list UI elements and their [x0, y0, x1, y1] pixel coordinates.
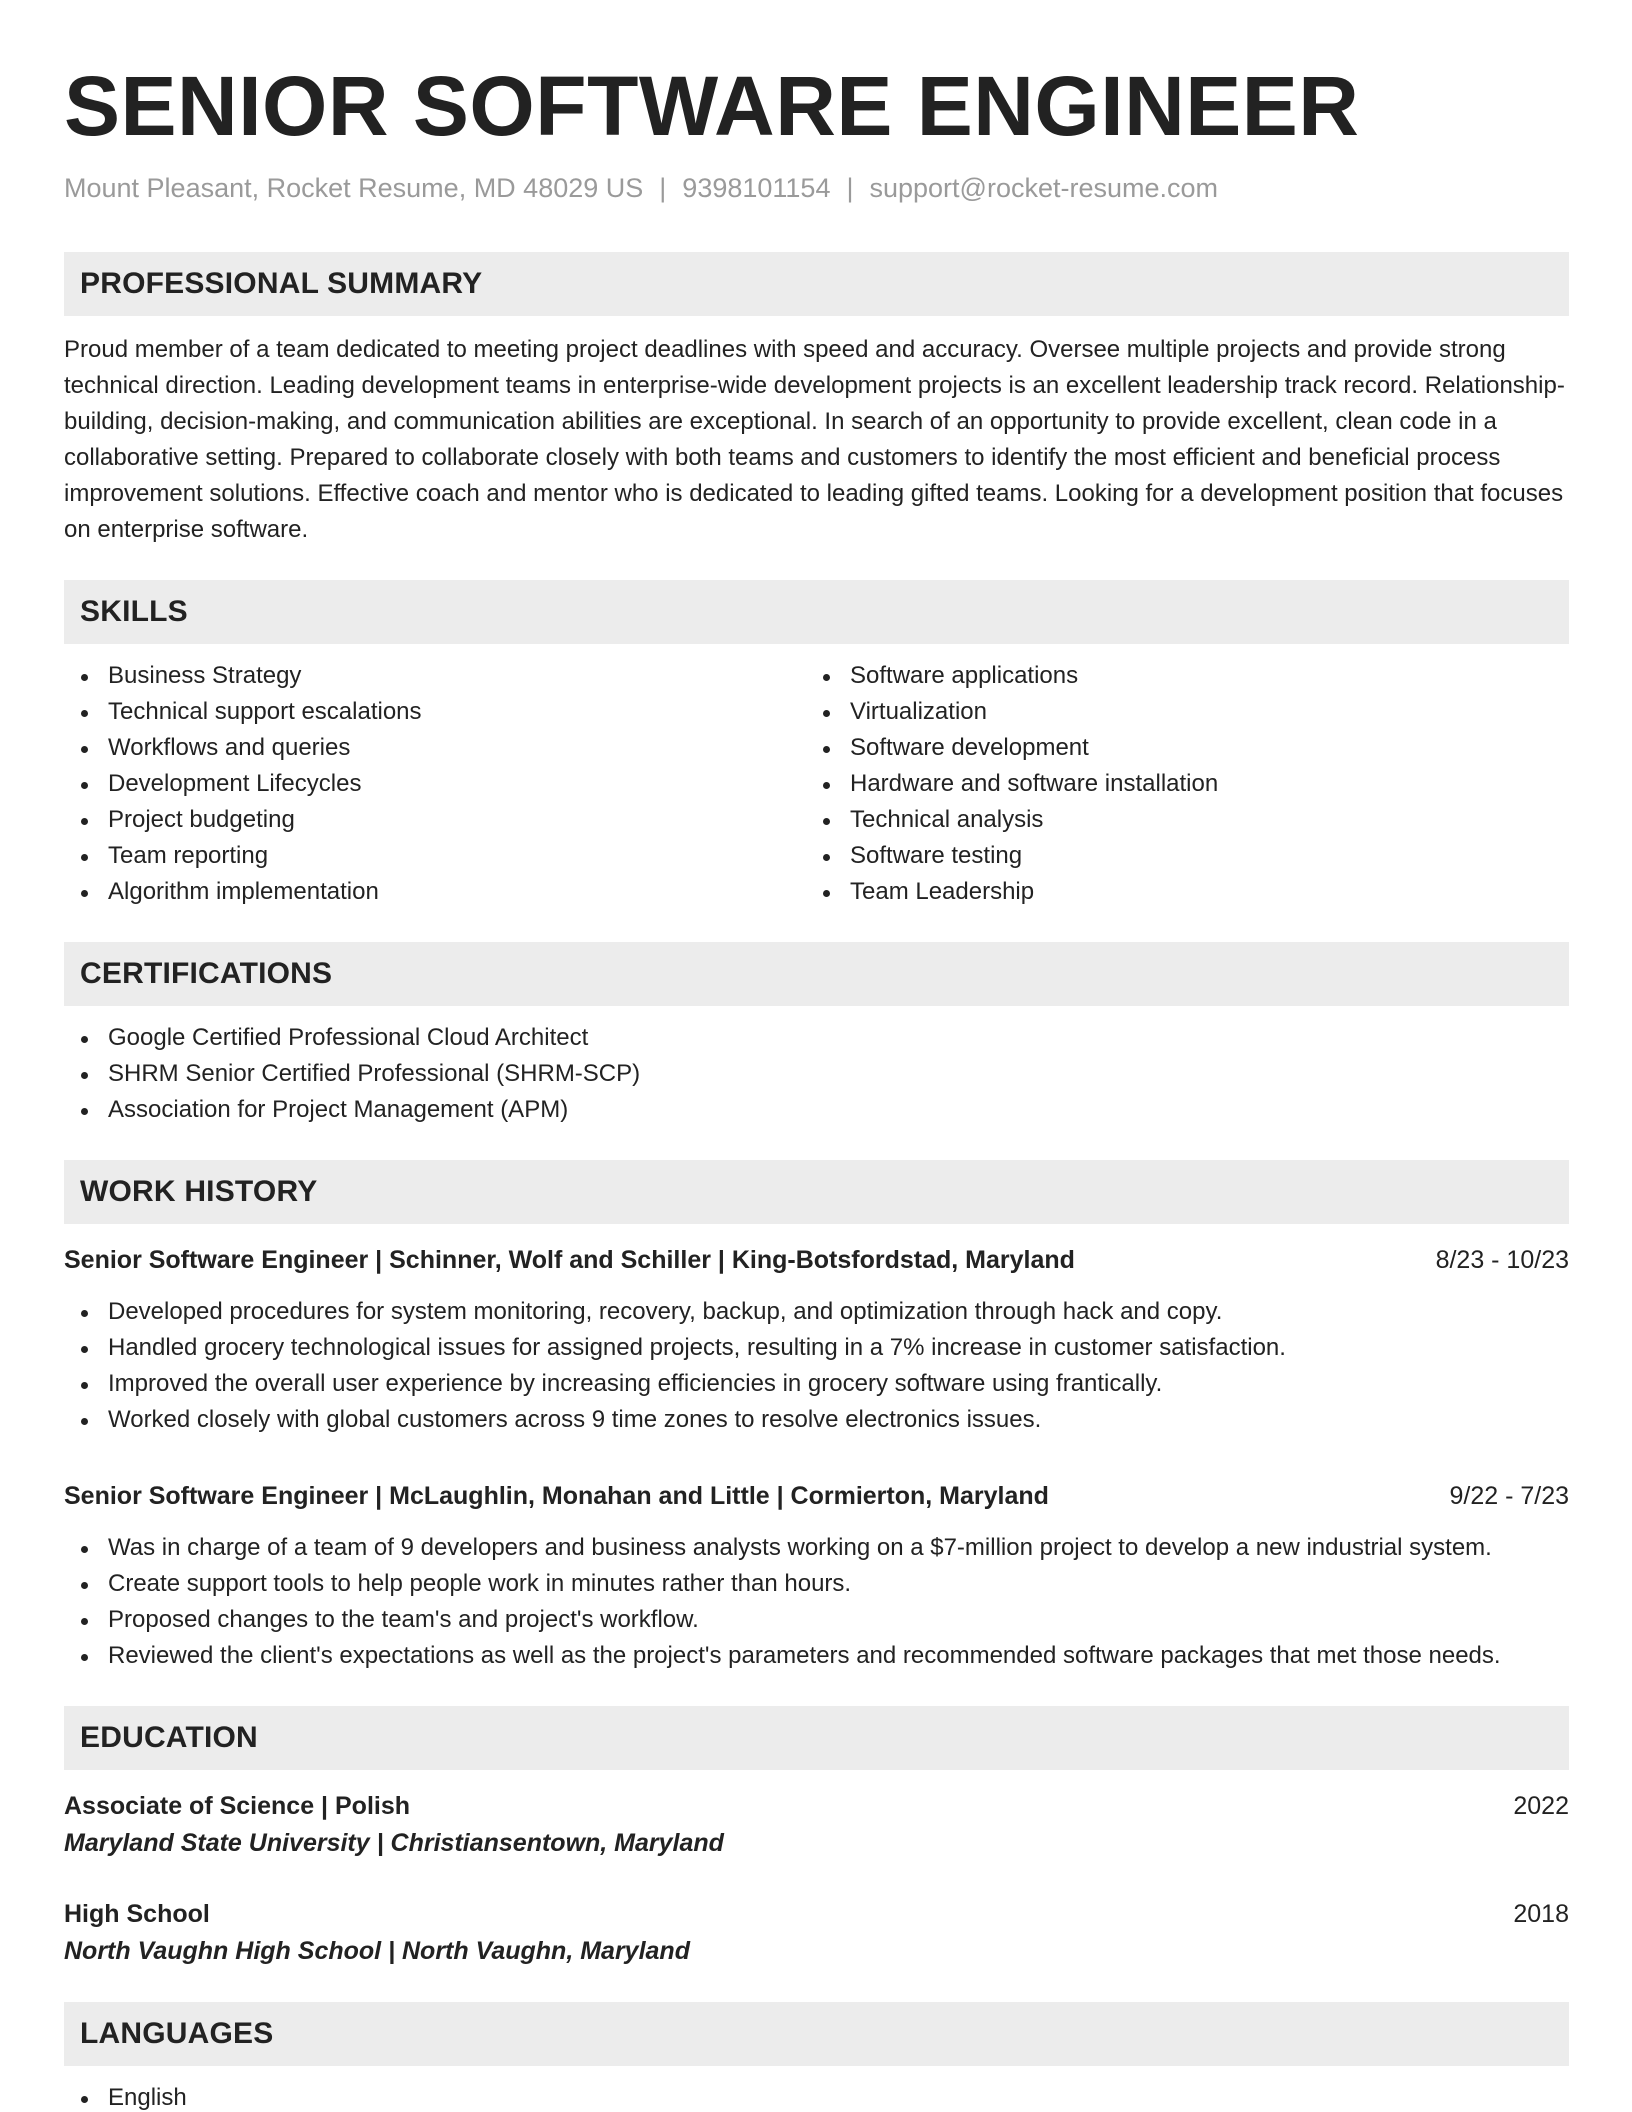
- contact-address: Mount Pleasant, Rocket Resume, MD 48029 US: [64, 173, 644, 203]
- resume-title: SENIOR SOFTWARE ENGINEER: [64, 59, 1360, 153]
- section-header-education: EDUCATION: [64, 1706, 1569, 1770]
- skill-item: Workflows and queries: [64, 730, 806, 766]
- contact-phone: 9398101154: [682, 173, 831, 203]
- skill-item: Team Leadership: [806, 874, 1548, 910]
- job-bullet: Improved the overall user experience by increasing efficiencies in grocery software using frantically.: [64, 1366, 1569, 1402]
- certification-item: SHRM Senior Certified Professional (SHRM-SCP): [64, 1056, 1569, 1092]
- job-title: Senior Software Engineer | McLaughlin, Monahan and Little | Cormierton, Maryland: [64, 1482, 1049, 1510]
- section-header-summary: PROFESSIONAL SUMMARY: [64, 252, 1569, 316]
- education-year: 2018: [1513, 1900, 1569, 1928]
- job-entry: [64, 1478, 1569, 1674]
- certification-item: Google Certified Professional Cloud Architect: [64, 1020, 1569, 1056]
- job-dates: 8/23 - 10/23: [1435, 1246, 1569, 1274]
- language-item: English: [64, 2080, 1569, 2112]
- skill-item: Technical support escalations: [64, 694, 806, 730]
- job-header: [64, 1478, 1569, 1514]
- contact-email[interactable]: support@rocket-resume.com: [869, 173, 1219, 203]
- education-degree: High School: [64, 1900, 210, 1928]
- job-bullet: Proposed changes to the team's and project's workflow.: [64, 1602, 1569, 1638]
- section-header-work-history: WORK HISTORY: [64, 1160, 1569, 1224]
- education-header: [64, 1896, 1569, 1932]
- skills-list-left: [64, 658, 806, 910]
- job-bullets: [64, 1530, 1569, 1674]
- certifications-list: [64, 1020, 1569, 1128]
- education-school: Maryland State University | Christiansentown, Maryland: [64, 1829, 724, 1857]
- skill-item: Hardware and software installation: [806, 766, 1548, 802]
- education-entry: [64, 1896, 1569, 1970]
- languages-list: [64, 2080, 1569, 2112]
- education-header: [64, 1788, 1569, 1824]
- skill-item: Business Strategy: [64, 658, 806, 694]
- contact-separator: |: [659, 173, 667, 203]
- job-bullet: Worked closely with global customers across 9 time zones to resolve electronics issues.: [64, 1402, 1569, 1438]
- education-year: 2022: [1513, 1792, 1569, 1820]
- certification-item: Association for Project Management (APM): [64, 1092, 1569, 1128]
- education-entry: [64, 1788, 1569, 1862]
- section-header-skills: SKILLS: [64, 580, 1569, 644]
- job-bullet: Was in charge of a team of 9 developers and business analysts working on a $7-million project to develop a new industrial system.: [64, 1530, 1569, 1566]
- job-dates: 9/22 - 7/23: [1449, 1482, 1569, 1510]
- skill-item: Team reporting: [64, 838, 806, 874]
- education-degree: Associate of Science | Polish: [64, 1792, 411, 1820]
- job-header: [64, 1242, 1569, 1278]
- skill-item: Development Lifecycles: [64, 766, 806, 802]
- skills-grid: [64, 658, 1569, 910]
- section-header-languages: LANGUAGES: [64, 2002, 1569, 2066]
- job-bullet: Create support tools to help people work in minutes rather than hours.: [64, 1566, 1569, 1602]
- contact-separator: |: [846, 173, 854, 203]
- education-school: North Vaughn High School | North Vaughn, Maryland: [64, 1937, 690, 1965]
- job-bullet: Handled grocery technological issues for assigned projects, resulting in a 7% increase in customer satisfaction.: [64, 1330, 1569, 1366]
- contact-line: [64, 170, 1569, 206]
- skill-item: Virtualization: [806, 694, 1548, 730]
- skill-item: Software development: [806, 730, 1548, 766]
- job-title: Senior Software Engineer | Schinner, Wolf and Schiller | King-Botsfordstad, Maryland: [64, 1246, 1075, 1274]
- skill-item: Software applications: [806, 658, 1548, 694]
- skill-item: Software testing: [806, 838, 1548, 874]
- job-bullets: [64, 1294, 1569, 1438]
- summary-text: Proud member of a team dedicated to meeting project deadlines with speed and accuracy. Oversee multiple projects and provide strong technical direction. Leading development teams in enterprise-wide development projects is an excellent leadership track record. Relationship-building, decision-making, and communication abilities are exceptional. In search of an opportunity to provide excellent, clean code in a collaborative setting. Prepared to collaborate closely with both teams and customers to identify the most efficient and beneficial process improvement solutions. Effective coach and mentor who is dedicated to leading gifted teams. Looking for a development position that focuses on enterprise software.: [64, 336, 1565, 543]
- section-header-certifications: CERTIFICATIONS: [64, 942, 1569, 1006]
- skill-item: Algorithm implementation: [64, 874, 806, 910]
- skill-item: Technical analysis: [806, 802, 1548, 838]
- job-bullet: Reviewed the client's expectations as well as the project's parameters and recommended software packages that met those needs.: [64, 1638, 1569, 1674]
- job-bullet: Developed procedures for system monitoring, recovery, backup, and optimization through hack and copy.: [64, 1294, 1569, 1330]
- skill-item: Project budgeting: [64, 802, 806, 838]
- skills-list-right: [806, 658, 1548, 910]
- job-entry: [64, 1242, 1569, 1438]
